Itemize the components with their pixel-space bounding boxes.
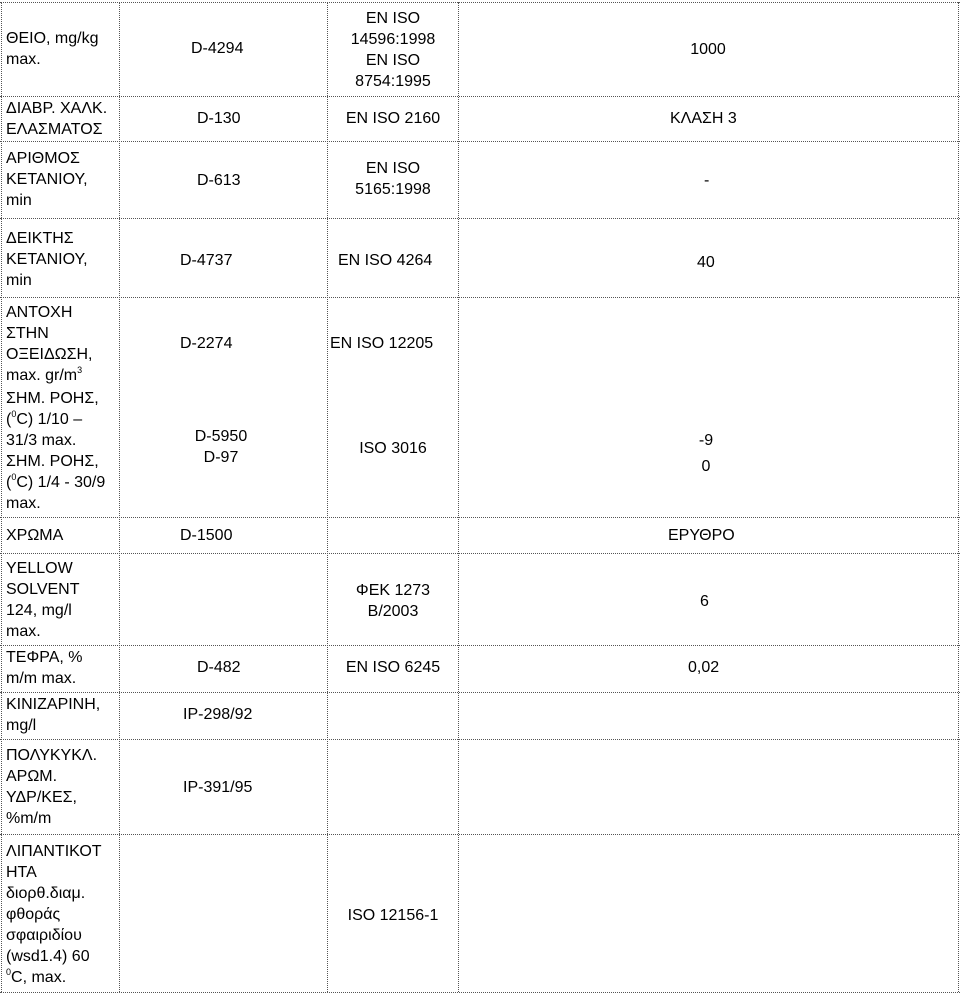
en-method: EN ISO 5165:1998: [355, 160, 431, 198]
row-divider: [0, 517, 960, 518]
en-method: EN ISO 6245: [345, 659, 441, 676]
limit-value: -9 0: [698, 432, 714, 475]
row-divider: [0, 2, 960, 3]
limit-value: ΚΛΑΣΗ 3: [670, 110, 737, 127]
en-method: EN ISO 12205: [330, 335, 434, 352]
row-divider: [0, 692, 960, 693]
limit-value: -: [704, 172, 710, 189]
column-divider: [327, 2, 328, 992]
param-oxidation-stability: ΑΝΤΟΧΗ ΣΤΗΝ ΟΞΕΙΔΩΣΗ, max. $gr/m^3$: [6, 304, 93, 384]
limit-value: 6: [700, 593, 709, 610]
column-divider: [958, 2, 959, 992]
astm-method: D-482: [197, 659, 241, 676]
param-quinizarin: ΚΙΝΙΖΑΡΙΝΗ, mg/l: [6, 696, 101, 734]
row-divider: [0, 739, 960, 740]
astm-method: D-1500: [180, 527, 233, 544]
param-polycyclic-aromatics: ΠΟΛΥΚΥΚΛ. ΑΡΩΜ. ΥΔΡ/ΚΕΣ, %m/m: [6, 747, 98, 827]
astm-method: D-4294: [191, 40, 244, 57]
param-cetane-index: ΔΕΙΚΤΗΣ ΚΕΤΑΝΙΟΥ, min: [6, 230, 88, 289]
limit-value: 0,02: [688, 659, 720, 676]
param-cetane-number: ΑΡΙΘΜΟΣ ΚΕΤΑΝΙΟΥ, min: [6, 150, 88, 209]
column-divider: [1, 2, 2, 992]
astm-method: D-5950 D-97: [194, 428, 248, 466]
row-divider: [0, 834, 960, 835]
row-divider: [0, 645, 960, 646]
limit-value: ΕΡΥΘΡΟ: [668, 527, 735, 544]
row-divider: [0, 96, 960, 97]
en-method: EN ISO 2160: [345, 110, 441, 127]
astm-method: D-4737: [180, 252, 233, 269]
param-color: ΧΡΩΜΑ: [6, 527, 64, 544]
column-divider: [458, 2, 459, 992]
limit-value: 1000: [690, 41, 726, 58]
row-divider: [0, 141, 960, 142]
param-yellow-solvent: YELLOW SOLVENT 124, mg/l max.: [6, 560, 80, 640]
astm-method: D-130: [197, 110, 241, 127]
param-sulfur: ΘΕΙΟ, mg/kg max.: [6, 30, 99, 68]
param-lubricity: ΛΙΠΑΝΤΙΚΟΤ ΗΤΑ διορθ.διαμ. φθοράς σφαιριδίου (wsd1.4) 60 $^0$C, max.: [6, 843, 102, 986]
limit-value: 40: [697, 254, 715, 271]
row-divider: [0, 553, 960, 554]
astm-method: IP-298/92: [183, 706, 253, 723]
row-divider: [0, 218, 960, 219]
en-method: EN ISO 14596:1998 EN ISO 8754:1995: [350, 10, 436, 90]
param-ash: ΤΕΦΡΑ, % m/m max.: [6, 649, 83, 687]
param-pour-point: ΣΗΜ. ΡΟΗΣ, ($^0$C) 1/10 – 31/3 max. ΣΗΜ. ΡΟΗΣ, ($^0$C) 1/4 - 30/9 max.: [6, 390, 106, 512]
en-method: ISO 12156-1: [347, 907, 439, 924]
row-divider: [0, 297, 960, 298]
astm-method: D-613: [197, 172, 241, 189]
astm-method: D-2274: [180, 335, 233, 352]
astm-method: IP-391/95: [183, 779, 253, 796]
param-copper-corrosion: ΔΙΑΒΡ. ΧΑΛΚ. ΕΛΑΣΜΑΤΟΣ: [6, 100, 108, 138]
row-divider: [0, 992, 960, 993]
en-method: EN ISO 4264: [338, 252, 433, 269]
en-method: ISO 3016: [359, 440, 427, 457]
en-method: ΦΕΚ 1273 Β/2003: [355, 582, 431, 620]
